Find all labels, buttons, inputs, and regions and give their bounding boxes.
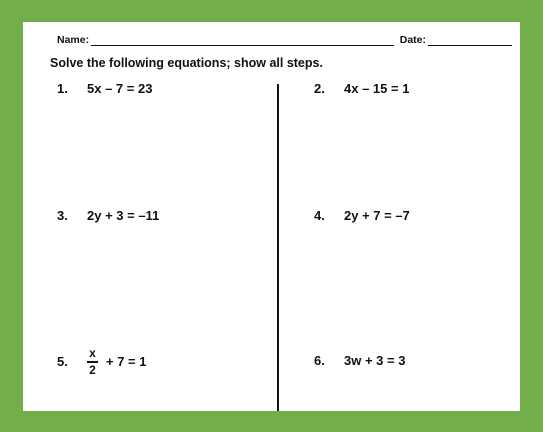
problem-number: 1. xyxy=(57,81,68,96)
problem-number: 4. xyxy=(314,208,325,223)
problem-5 xyxy=(57,347,146,377)
fraction xyxy=(87,347,98,377)
problem-number: 3. xyxy=(57,208,68,223)
fraction-denominator: 2 xyxy=(89,362,96,377)
name-field[interactable] xyxy=(91,36,394,46)
problem-number: 6. xyxy=(314,353,325,368)
problem-2 xyxy=(314,81,409,96)
header xyxy=(57,34,512,46)
problem-4 xyxy=(314,208,410,223)
problem-equation: 2y + 3 = –11 xyxy=(87,208,160,223)
date-label: Date: xyxy=(399,34,426,46)
name-label: Name: xyxy=(57,34,90,46)
problem-equation: 4x – 15 = 1 xyxy=(344,81,410,96)
column-divider xyxy=(277,84,279,411)
date-field[interactable] xyxy=(428,36,512,46)
problem-equation: + 7 = 1 xyxy=(106,354,147,370)
problem-number: 2. xyxy=(314,81,325,96)
problem-3 xyxy=(57,208,159,223)
problem-6 xyxy=(314,353,405,368)
instructions: Solve the following equations; show all steps. xyxy=(50,56,323,70)
problem-equation: 3w + 3 = 3 xyxy=(344,353,406,368)
fraction-numerator: x xyxy=(89,346,96,360)
problem-equation: 2y + 7 = –7 xyxy=(344,208,410,223)
worksheet xyxy=(23,22,520,411)
problem-1 xyxy=(57,81,152,96)
problem-equation: 5x – 7 = 23 xyxy=(87,81,153,96)
problem-number: 5. xyxy=(57,354,68,370)
